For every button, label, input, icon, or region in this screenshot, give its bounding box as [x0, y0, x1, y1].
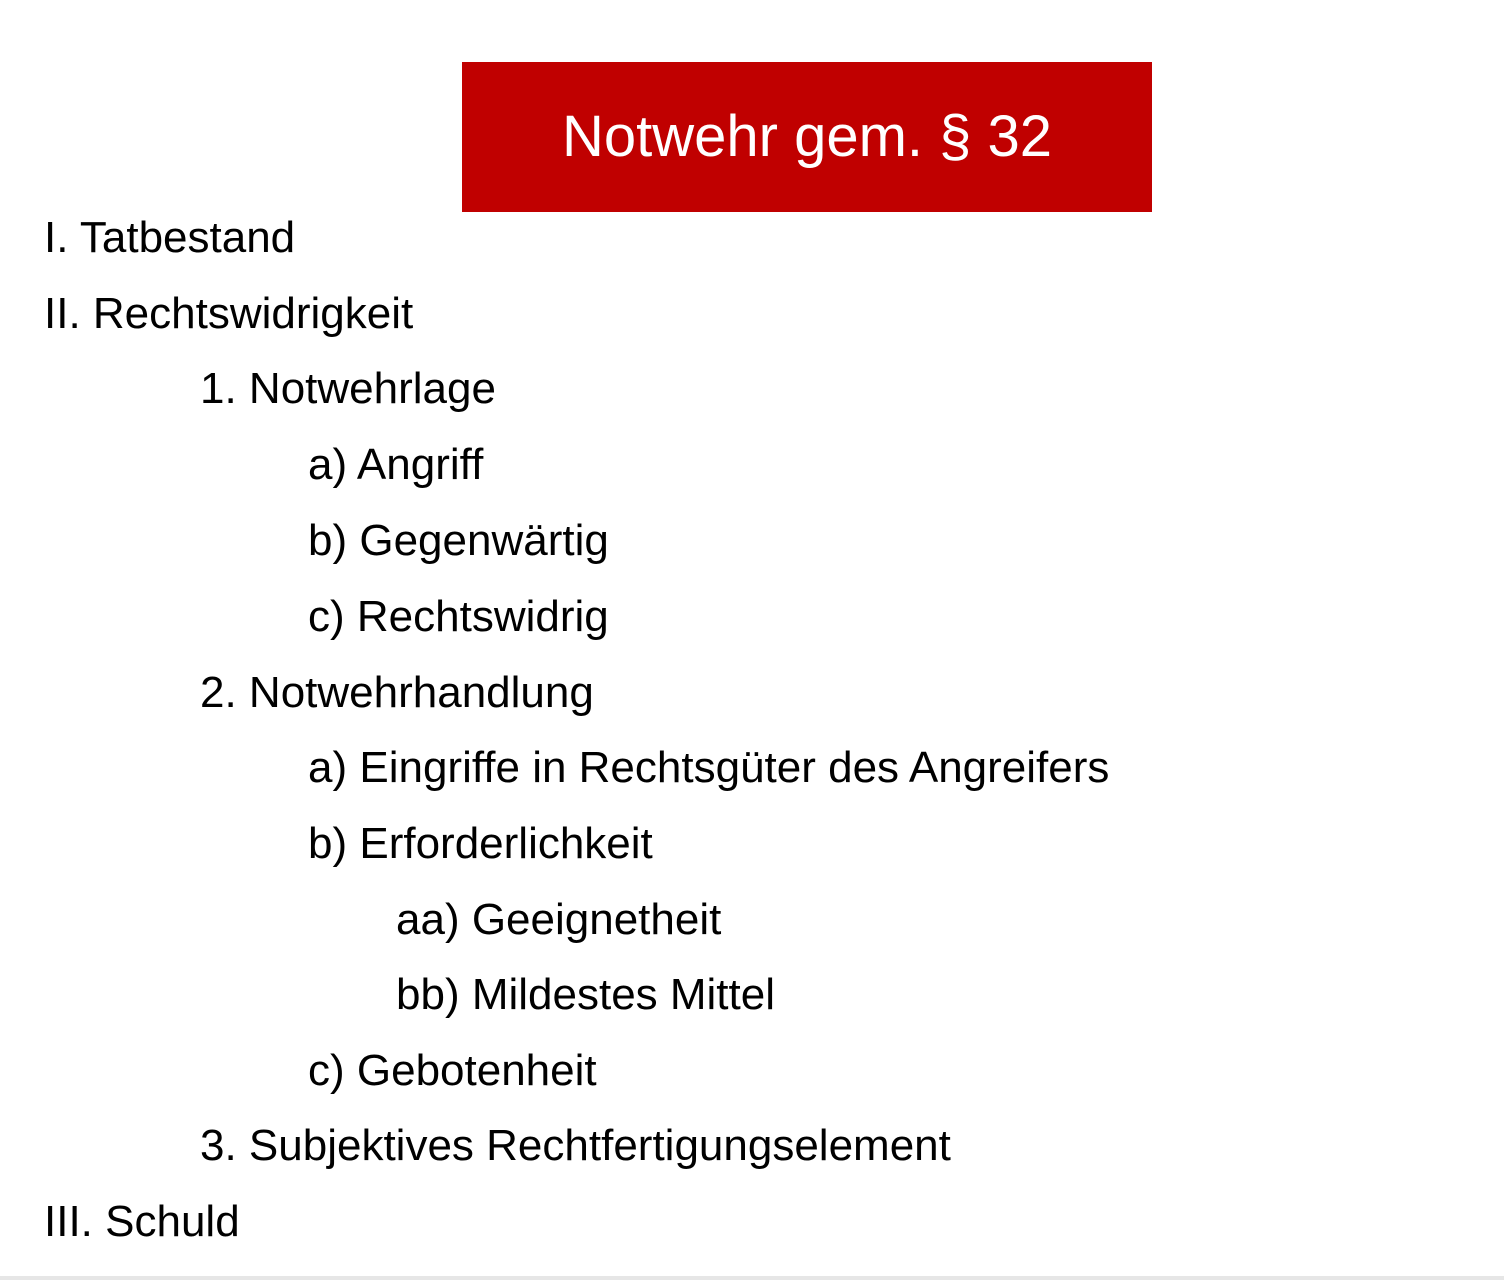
slide-title: Notwehr gem. § 32: [561, 104, 1053, 169]
outline-item-schuld: III. Schuld: [44, 1197, 240, 1246]
outline-item-rechtswidrig: c) Rechtswidrig: [308, 592, 609, 641]
outline-item-notwehrhandlung: 2. Notwehrhandlung: [200, 668, 594, 717]
outline-item-eingriffe: a) Eingriffe in Rechtsgüter des Angreifers: [308, 743, 1110, 792]
slide-title-box: [462, 62, 1152, 212]
outline-item-angriff: a) Angriff: [308, 440, 484, 489]
outline-item-gebotenheit: c) Gebotenheit: [308, 1046, 597, 1095]
outline-item-gegenwaertig: b) Gegenwärtig: [308, 516, 609, 565]
outline-item-notwehrlage: 1. Notwehrlage: [200, 364, 496, 413]
outline-item-mildestes-mittel: bb) Mildestes Mittel: [396, 970, 776, 1019]
outline-item-geeignetheit: aa) Geeignetheit: [396, 895, 722, 944]
outline-item-tatbestand: I. Tatbestand: [44, 213, 296, 262]
outline-item-rechtswidrigkeit: II. Rechtswidrigkeit: [44, 289, 414, 338]
bottom-divider: [0, 1276, 1504, 1280]
outline-item-erforderlichkeit: b) Erforderlichkeit: [308, 819, 653, 868]
outline-item-subjektives-element: 3. Subjektives Rechtfertigungselement: [200, 1121, 951, 1170]
